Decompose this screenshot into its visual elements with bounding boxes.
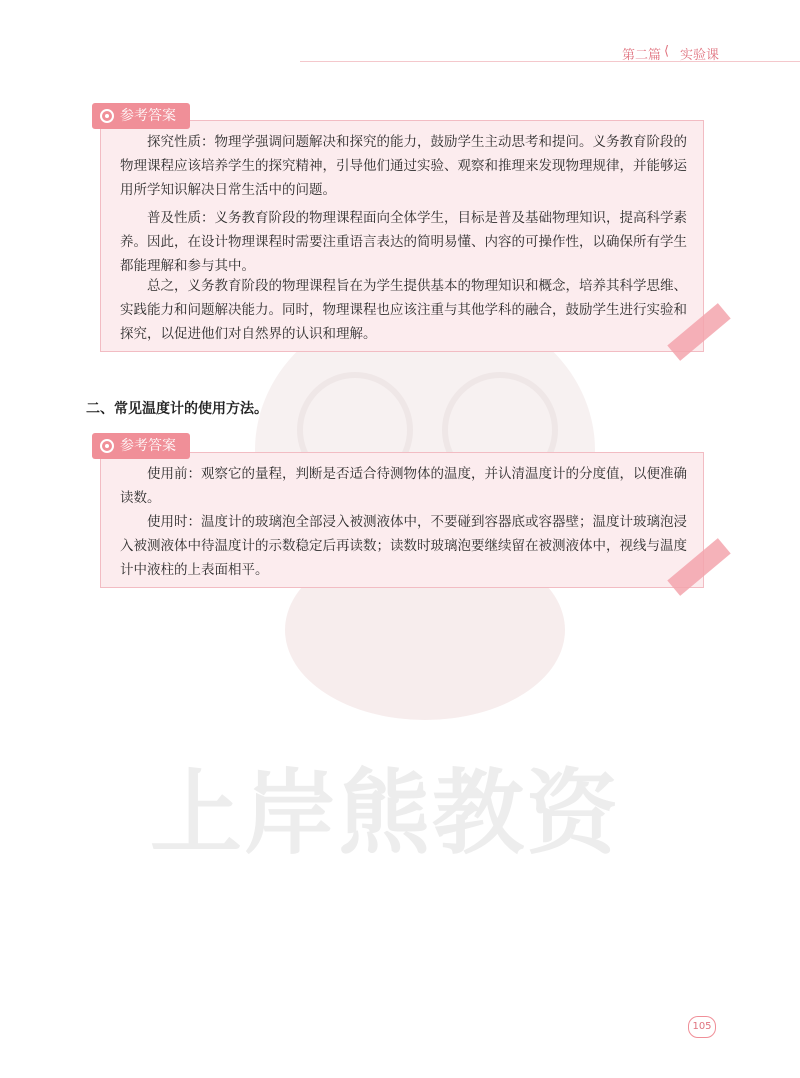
- answer1-paragraph: 普及性质：义务教育阶段的物理课程面向全体学生，目标是普及基础物理知识，提高科学素养。因此，在设计物理课程时需要注重语言表达的简明易懂、内容的可操作性，以确保所有学生都能理解和参与其中。: [120, 210, 687, 274]
- header-separator: ⟨: [664, 44, 670, 59]
- header-rule: [300, 61, 800, 62]
- page-number: 105: [688, 1016, 716, 1038]
- answer1-paragraph: 总之，义务教育阶段的物理课程旨在为学生提供基本的物理知识和概念，培养其科学思维、实践能力和问题解决能力。同时，物理课程也应该注重与其他学科的融合，鼓励学生进行实验和探究，以促进他们对自然界的认识和理解。: [120, 278, 687, 342]
- watermark-text: 上岸熊教资: [150, 760, 621, 867]
- section-heading: 二、常见温度计的使用方法。: [86, 401, 268, 417]
- gear-icon: [100, 439, 114, 453]
- answer-label-text: 参考答案: [120, 108, 176, 124]
- header-section: 实验课: [680, 48, 720, 63]
- header-chapter: 第二篇: [622, 48, 662, 63]
- answer-label-text: 参考答案: [120, 438, 176, 454]
- answer2-paragraph: 使用前：观察它的量程，判断是否适合待测物体的温度，并认清温度计的分度值，以便准确读数。: [120, 466, 687, 506]
- answer-label-2: [92, 433, 190, 459]
- answer-label-1: [92, 103, 190, 129]
- answer2-paragraph: 使用时：温度计的玻璃泡全部浸入被测液体中，不要碰到容器底或容器壁；温度计玻璃泡浸入被测液体中待温度计的示数稳定后再读数；读数时玻璃泡要继续留在被测液体中，视线与温度计中液柱的上表面相平。: [120, 514, 687, 578]
- answer1-paragraph: 探究性质：物理学强调问题解决和探究的能力，鼓励学生主动思考和提问。义务教育阶段的物理课程应该培养学生的探究精神，引导他们通过实验、观察和推理来发现物理规律，并能够运用所学知识解决日常生活中的问题。: [120, 134, 687, 198]
- gear-icon: [100, 109, 114, 123]
